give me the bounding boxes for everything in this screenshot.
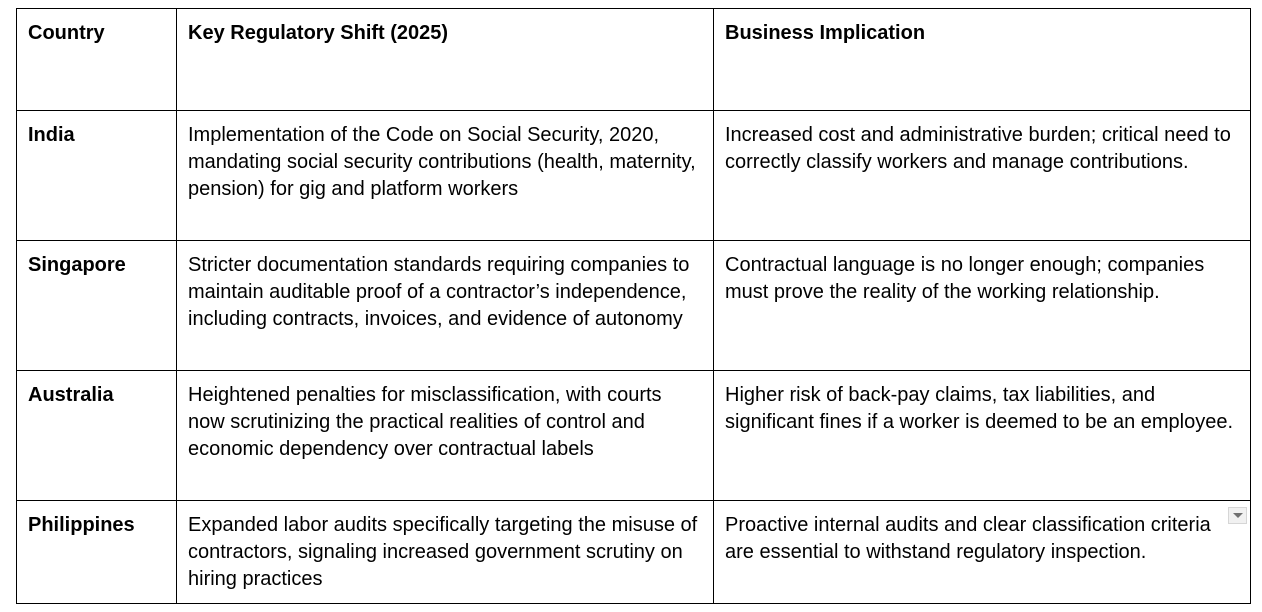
table-header-row [17, 9, 1251, 111]
cell-country[interactable]: Philippines [17, 501, 177, 604]
cell-country[interactable]: Australia [17, 371, 177, 501]
table-row [17, 501, 1251, 604]
cell-business-implication[interactable] [714, 501, 1251, 604]
table-row [17, 111, 1251, 241]
cell-menu-button[interactable] [1228, 507, 1247, 524]
table-row [17, 241, 1251, 371]
header-country[interactable]: Country [17, 9, 177, 111]
cell-business-implication[interactable]: Higher risk of back-pay claims, tax liabilities, and significant fines if a worker is deemed to be an employee. [714, 371, 1251, 501]
cell-country[interactable]: India [17, 111, 177, 241]
cell-text: Proactive internal audits and clear classification criteria are essential to withstand regulatory inspection. [725, 514, 1211, 563]
chevron-down-icon [1233, 513, 1243, 518]
cell-regulatory-shift[interactable]: Implementation of the Code on Social Security, 2020, mandating social security contributions (health, maternity, pension) for gig and platform workers [177, 111, 714, 241]
cell-regulatory-shift[interactable]: Stricter documentation standards requiring companies to maintain auditable proof of a contractor’s independence, including contracts, invoices, and evidence of autonomy [177, 241, 714, 371]
header-business-implication[interactable]: Business Implication [714, 9, 1251, 111]
header-regulatory-shift[interactable]: Key Regulatory Shift (2025) [177, 9, 714, 111]
cell-regulatory-shift[interactable]: Expanded labor audits specifically targeting the misuse of contractors, signaling increased government scrutiny on hiring practices [177, 501, 714, 604]
table-row [17, 371, 1251, 501]
cell-business-implication[interactable]: Contractual language is no longer enough; companies must prove the reality of the working relationship. [714, 241, 1251, 371]
regulatory-table [16, 8, 1251, 604]
cell-regulatory-shift[interactable]: Heightened penalties for misclassification, with courts now scrutinizing the practical realities of control and economic dependency over contractual labels [177, 371, 714, 501]
cell-country[interactable]: Singapore [17, 241, 177, 371]
cell-business-implication[interactable]: Increased cost and administrative burden; critical need to correctly classify workers and manage contributions. [714, 111, 1251, 241]
